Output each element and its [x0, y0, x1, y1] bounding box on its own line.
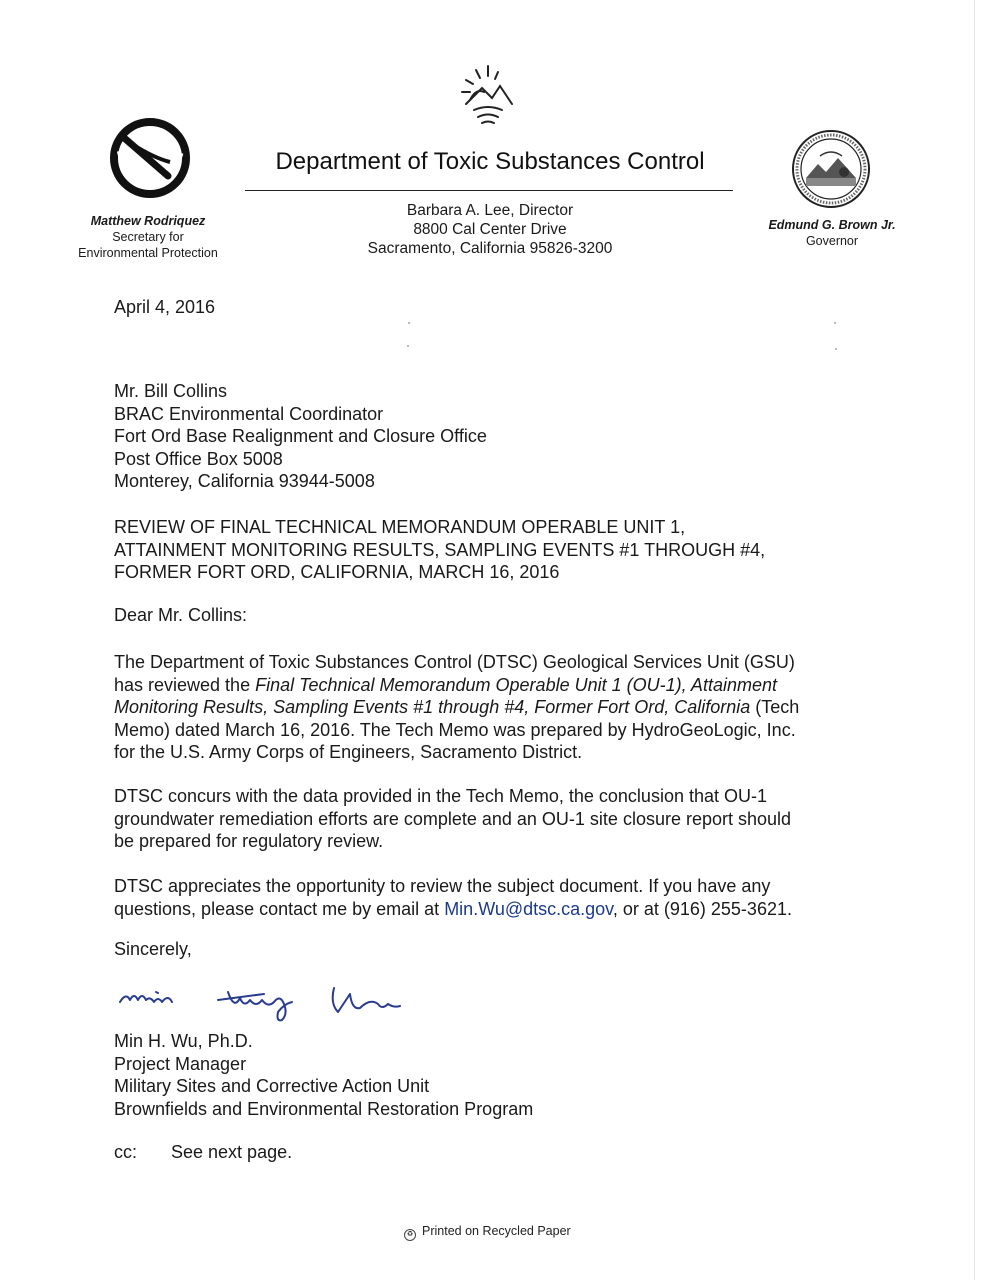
cc-label: cc:	[114, 1142, 138, 1162]
street-line: 8800 Cal Center Drive	[413, 221, 567, 238]
letter-date: April 4, 2016	[114, 297, 216, 317]
scan-speck	[835, 348, 837, 350]
scan-speck	[408, 322, 410, 324]
signer-line: Project Manager	[114, 1053, 247, 1074]
subject-line-2: ATTAINMENT MONITORING RESULTS, SAMPLING EVENTS #1 THROUGH #4,	[114, 539, 766, 560]
scan-speck	[834, 322, 836, 324]
signer-line: Brownfields and Environmental Restoration Program	[114, 1098, 534, 1119]
paragraph-line: DTSC concurs with the data provided in the Tech Memo, the conclusion that OU-1	[114, 786, 767, 806]
document-title-italic: Monitoring Results, Sampling Events #1 through #4, Former Fort Ord, California	[114, 697, 751, 717]
dtsc-logo-icon	[440, 62, 530, 140]
footer	[404, 1224, 571, 1241]
scan-speck	[407, 345, 409, 347]
signer-line: Min H. Wu, Ph.D.	[114, 1031, 253, 1051]
recipient-line: BRAC Environmental Coordinator	[114, 403, 384, 424]
text-run: has reviewed the	[114, 674, 256, 695]
footer-text: Printed on Recycled Paper	[422, 1224, 571, 1238]
governor-name: Edmund G. Brown Jr.	[768, 218, 896, 232]
signer-block	[114, 1030, 533, 1120]
signer-line: Military Sites and Corrective Action Unit	[114, 1076, 430, 1096]
recipient-line: Mr. Bill Collins	[114, 381, 228, 401]
email-link[interactable]: Min.Wu@dtsc.ca.gov	[444, 898, 613, 919]
paragraph-line: Memo) dated March 16, 2016. The Tech Memo was prepared by HydroGeoLogic, Inc.	[114, 719, 796, 740]
letterhead-rule	[245, 190, 733, 191]
recipient-line: Post Office Box 5008	[114, 448, 283, 469]
salutation: Dear Mr. Collins:	[114, 605, 248, 625]
text-run: questions, please contact me by email at	[114, 898, 445, 919]
recipient-line: Fort Ord Base Realignment and Closure Office	[114, 426, 487, 446]
text-run: , or at (916) 255-3621.	[612, 898, 792, 919]
director-address	[300, 201, 680, 258]
department-title: Department of Toxic Substances Control	[275, 148, 705, 175]
secretary-name: Matthew Rodriquez	[90, 214, 206, 228]
secretary-title-1: Secretary for	[112, 230, 184, 244]
state-seal-icon	[790, 128, 872, 210]
director-line: Barbara A. Lee, Director	[406, 202, 574, 219]
subject-line	[114, 516, 765, 584]
recipient-line: Monterey, California 93944-5008	[114, 471, 375, 491]
city-line: Sacramento, California 95826-3200	[367, 240, 613, 257]
paragraph-3	[114, 875, 792, 920]
secretary-block	[58, 213, 238, 261]
paragraph-line: for the U.S. Army Corps of Engineers, Sacramento District.	[114, 742, 583, 762]
page-edge	[974, 0, 975, 1280]
paragraph-line	[114, 674, 799, 697]
subject-line-1: REVIEW OF FINAL TECHNICAL MEMORANDUM OPERABLE UNIT 1,	[114, 517, 686, 537]
paragraph-line	[114, 696, 799, 719]
paragraph-line: groundwater remediation efforts are complete and an OU-1 site closure report should	[114, 808, 792, 829]
governor-title: Governor	[805, 234, 859, 248]
paragraph-line: DTSC appreciates the opportunity to review the subject document. If you have any	[114, 876, 771, 896]
paragraph-line: The Department of Toxic Substances Control (DTSC) Geological Services Unit (GSU)	[114, 652, 795, 672]
paragraph-line: be prepared for regulatory review.	[114, 831, 384, 851]
recycle-icon: ♻	[404, 1229, 416, 1241]
document-title-italic: Final Technical Memorandum Operable Unit 1 (OU-1), Attainment	[255, 674, 777, 695]
handwritten-signature	[116, 982, 406, 1024]
text-run: (Tech	[750, 697, 800, 717]
cc-value: See next page.	[171, 1142, 293, 1162]
subject-line-3: FORMER FORT ORD, CALIFORNIA, MARCH 16, 2016	[114, 562, 560, 582]
closing: Sincerely,	[114, 939, 192, 959]
recipient-address	[114, 380, 487, 493]
paragraph-line	[114, 898, 792, 921]
cc-line	[114, 1141, 292, 1164]
calepa-logo-icon	[110, 118, 190, 198]
paragraph-2	[114, 785, 791, 853]
secretary-title-2: Environmental Protection	[78, 246, 218, 260]
paragraph-1	[114, 651, 799, 764]
governor-block	[752, 217, 912, 249]
